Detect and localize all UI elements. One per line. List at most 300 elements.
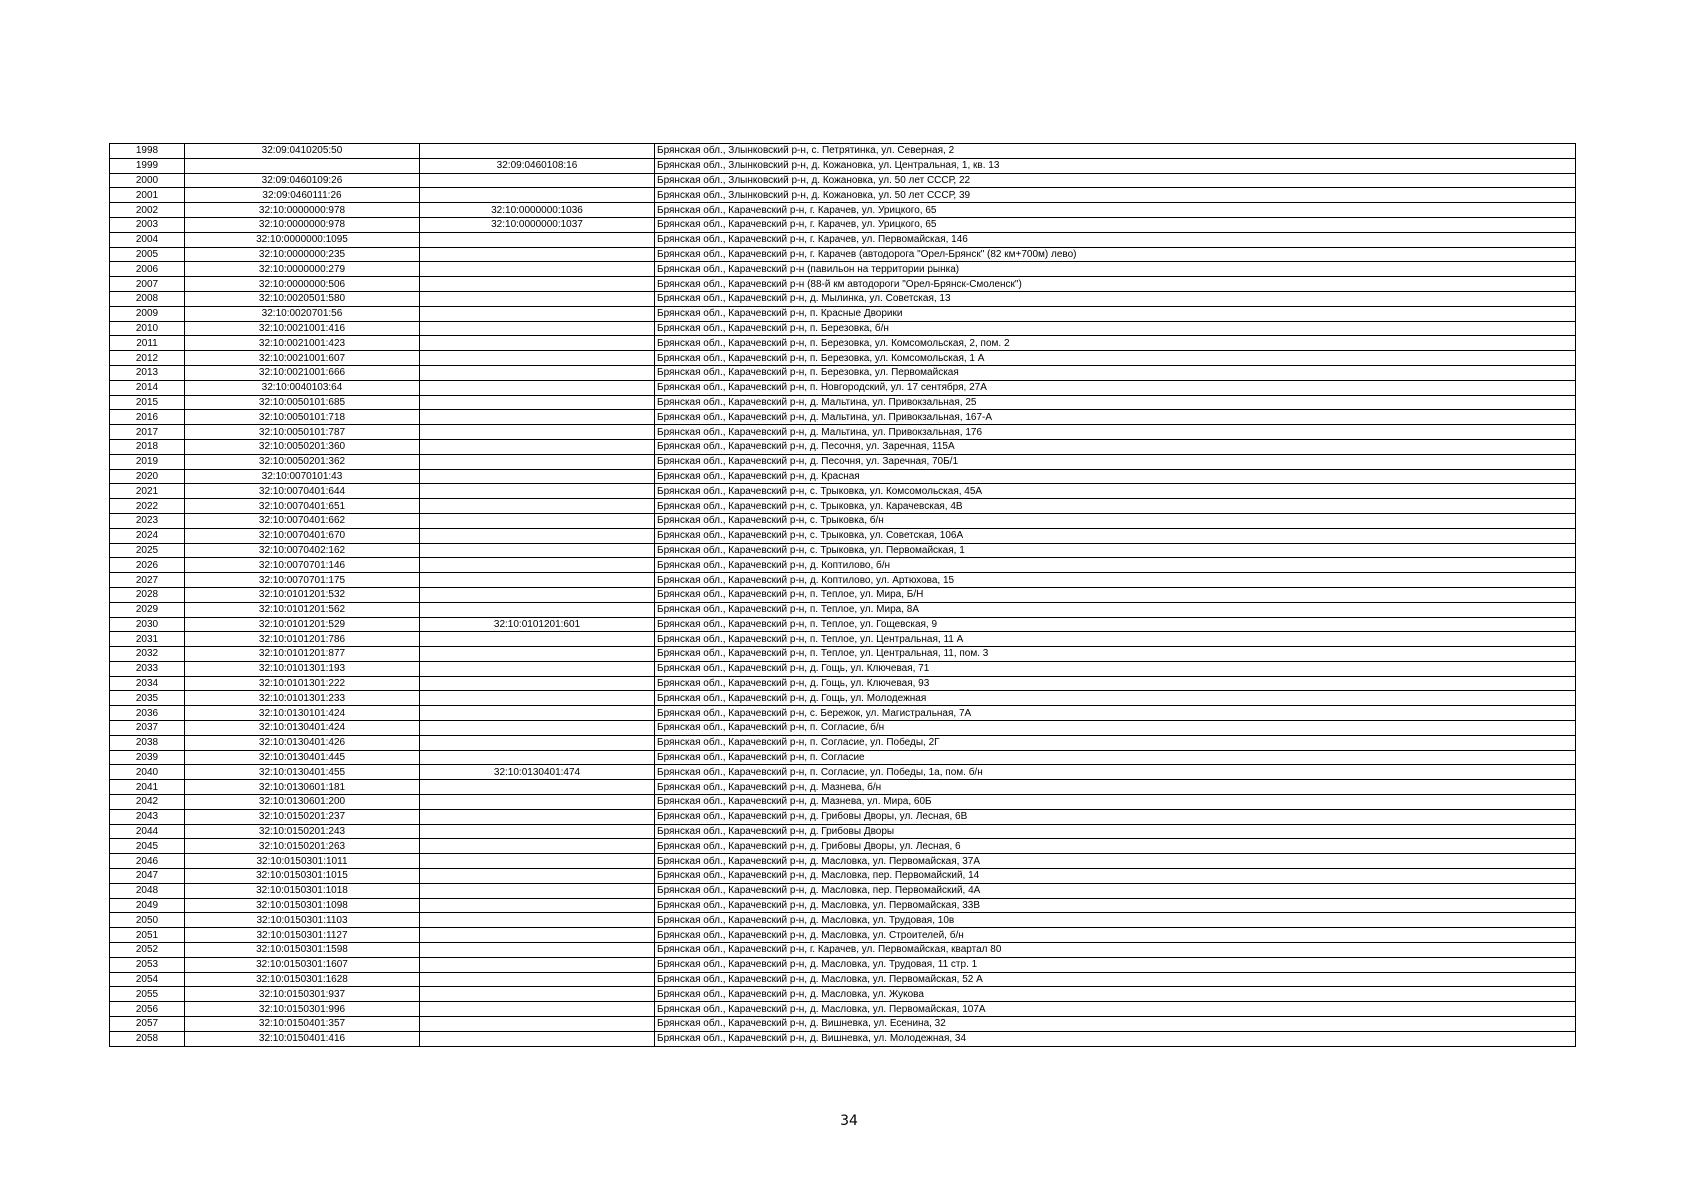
row-number-cell: 2041 xyxy=(110,780,185,795)
address-cell: Брянская обл., Карачевский р-н, д. Масловка, ул. Первомайская, 37А xyxy=(655,854,1576,869)
related-cadastral-number-cell: 32:09:0460108:16 xyxy=(420,158,655,173)
cadastral-number-cell: 32:10:0150301:1011 xyxy=(185,854,420,869)
address-cell: Брянская обл., Карачевский р-н, д. Масловка, пер. Первомайский, 14 xyxy=(655,869,1576,884)
cadastral-number-cell: 32:09:0460109:26 xyxy=(185,173,420,188)
related-cadastral-number-cell xyxy=(420,144,655,159)
cadastral-number-cell: 32:10:0150301:996 xyxy=(185,1002,420,1017)
row-number-cell: 2055 xyxy=(110,987,185,1002)
table-row xyxy=(110,321,1576,336)
address-cell: Брянская обл., Карачевский р-н, с. Трыковка, ул. Первомайская, 1 xyxy=(655,543,1576,558)
table-row xyxy=(110,972,1576,987)
cadastral-number-cell: 32:10:0150401:357 xyxy=(185,1017,420,1032)
row-number-cell: 2050 xyxy=(110,913,185,928)
table-row xyxy=(110,1031,1576,1046)
related-cadastral-number-cell xyxy=(420,839,655,854)
cadastral-number-cell: 32:10:0150301:1018 xyxy=(185,883,420,898)
address-cell: Брянская обл., Карачевский р-н, д. Мазнева, ул. Мира, 60Б xyxy=(655,795,1576,810)
address-cell: Брянская обл., Карачевский р-н, д. Масловка, ул. Первомайская, 33В xyxy=(655,898,1576,913)
table-row xyxy=(110,262,1576,277)
related-cadastral-number-cell xyxy=(420,676,655,691)
cadastral-number-cell: 32:10:0150301:1628 xyxy=(185,972,420,987)
row-number-cell: 2008 xyxy=(110,291,185,306)
related-cadastral-number-cell xyxy=(420,484,655,499)
cadastral-number-cell: 32:10:0070401:670 xyxy=(185,528,420,543)
related-cadastral-number-cell xyxy=(420,721,655,736)
related-cadastral-number-cell xyxy=(420,321,655,336)
cadastral-number-cell: 32:10:0050101:718 xyxy=(185,410,420,425)
row-number-cell: 2012 xyxy=(110,351,185,366)
address-cell: Брянская обл., Карачевский р-н, д. Грибовы Дворы xyxy=(655,824,1576,839)
cadastral-number-cell: 32:10:0000000:978 xyxy=(185,217,420,232)
cadastral-number-cell: 32:10:0150301:1607 xyxy=(185,957,420,972)
related-cadastral-number-cell xyxy=(420,632,655,647)
address-cell: Брянская обл., Карачевский р-н, п. Березовка, ул. Комсомольская, 2, пом. 2 xyxy=(655,336,1576,351)
table-row xyxy=(110,587,1576,602)
row-number-cell: 2017 xyxy=(110,425,185,440)
related-cadastral-number-cell xyxy=(420,528,655,543)
related-cadastral-number-cell xyxy=(420,898,655,913)
address-cell: Брянская обл., Карачевский р-н, д. Грибовы Дворы, ул. Лесная, 6 xyxy=(655,839,1576,854)
table-row xyxy=(110,735,1576,750)
row-number-cell: 2004 xyxy=(110,232,185,247)
related-cadastral-number-cell xyxy=(420,469,655,484)
table-row xyxy=(110,1017,1576,1032)
cadastral-number-cell: 32:10:0000000:978 xyxy=(185,203,420,218)
address-cell: Брянская обл., Карачевский р-н, д. Гощь, ул. Ключевая, 93 xyxy=(655,676,1576,691)
row-number-cell: 2018 xyxy=(110,439,185,454)
table-row xyxy=(110,1002,1576,1017)
address-cell: Брянская обл., Карачевский р-н, г. Карачев, ул. Первомайская, квартал 80 xyxy=(655,943,1576,958)
row-number-cell: 2031 xyxy=(110,632,185,647)
address-cell: Брянская обл., Карачевский р-н, д. Красная xyxy=(655,469,1576,484)
row-number-cell: 2022 xyxy=(110,499,185,514)
row-number-cell: 2046 xyxy=(110,854,185,869)
cadastral-number-cell: 32:10:0050201:360 xyxy=(185,439,420,454)
table-row xyxy=(110,454,1576,469)
related-cadastral-number-cell xyxy=(420,277,655,292)
related-cadastral-number-cell xyxy=(420,499,655,514)
row-number-cell: 1998 xyxy=(110,144,185,159)
cadastral-number-cell: 32:10:0101201:562 xyxy=(185,602,420,617)
related-cadastral-number-cell xyxy=(420,410,655,425)
related-cadastral-number-cell xyxy=(420,454,655,469)
cadastral-number-cell: 32:10:0130101:424 xyxy=(185,706,420,721)
cadastral-number-cell: 32:10:0070101:43 xyxy=(185,469,420,484)
row-number-cell: 2002 xyxy=(110,203,185,218)
row-number-cell: 2029 xyxy=(110,602,185,617)
row-number-cell: 2047 xyxy=(110,869,185,884)
table-row xyxy=(110,425,1576,440)
table-row xyxy=(110,380,1576,395)
related-cadastral-number-cell xyxy=(420,735,655,750)
row-number-cell: 2038 xyxy=(110,735,185,750)
row-number-cell: 2039 xyxy=(110,750,185,765)
table-row xyxy=(110,824,1576,839)
table-row xyxy=(110,987,1576,1002)
cadastral-number-cell: 32:10:0021001:666 xyxy=(185,365,420,380)
related-cadastral-number-cell xyxy=(420,957,655,972)
address-cell: Брянская обл., Карачевский р-н, д. Мальтина, ул. Привокзальная, 176 xyxy=(655,425,1576,440)
related-cadastral-number-cell xyxy=(420,395,655,410)
related-cadastral-number-cell xyxy=(420,928,655,943)
cadastral-number-cell: 32:10:0050101:787 xyxy=(185,425,420,440)
address-cell: Брянская обл., Карачевский р-н, д. Мальтина, ул. Привокзальная, 167-А xyxy=(655,410,1576,425)
related-cadastral-number-cell xyxy=(420,1002,655,1017)
related-cadastral-number-cell xyxy=(420,795,655,810)
table-row xyxy=(110,957,1576,972)
row-number-cell: 2044 xyxy=(110,824,185,839)
related-cadastral-number-cell xyxy=(420,365,655,380)
cadastral-number-cell: 32:10:0000000:235 xyxy=(185,247,420,262)
address-cell: Брянская обл., Карачевский р-н, с. Трыковка, ул. Комсомольская, 45А xyxy=(655,484,1576,499)
address-cell: Брянская обл., Карачевский р-н, г. Карачев, ул. Первомайская, 146 xyxy=(655,232,1576,247)
row-number-cell: 2014 xyxy=(110,380,185,395)
related-cadastral-number-cell xyxy=(420,558,655,573)
address-cell: Брянская обл., Карачевский р-н, п. Теплое, ул. Центральная, 11, пом. 3 xyxy=(655,647,1576,662)
row-number-cell: 2003 xyxy=(110,217,185,232)
row-number-cell: 2006 xyxy=(110,262,185,277)
row-number-cell: 2030 xyxy=(110,617,185,632)
related-cadastral-number-cell xyxy=(420,173,655,188)
cadastral-number-cell: 32:10:0050201:362 xyxy=(185,454,420,469)
table-row xyxy=(110,395,1576,410)
related-cadastral-number-cell xyxy=(420,262,655,277)
related-cadastral-number-cell xyxy=(420,987,655,1002)
table-row xyxy=(110,647,1576,662)
address-cell: Брянская обл., Карачевский р-н, д. Масловка, ул. Строителей, б/н xyxy=(655,928,1576,943)
table-row xyxy=(110,676,1576,691)
table-row xyxy=(110,706,1576,721)
address-cell: Брянская обл., Карачевский р-н, п. Теплое, ул. Центральная, 11 А xyxy=(655,632,1576,647)
related-cadastral-number-cell xyxy=(420,336,655,351)
address-cell: Брянская обл., Карачевский р-н, п. Согласие, б/н xyxy=(655,721,1576,736)
related-cadastral-number-cell xyxy=(420,706,655,721)
related-cadastral-number-cell xyxy=(420,647,655,662)
address-cell: Брянская обл., Карачевский р-н, п. Теплое, ул. Мира, Б/Н xyxy=(655,587,1576,602)
table-row xyxy=(110,558,1576,573)
address-cell: Брянская обл., Карачевский р-н, д. Масловка, ул. Жукова xyxy=(655,987,1576,1002)
cadastral-number-cell: 32:10:0101201:529 xyxy=(185,617,420,632)
table-row xyxy=(110,883,1576,898)
address-cell: Брянская обл., Карачевский р-н (88-й км автодороги "Орел-Брянск-Смоленск") xyxy=(655,277,1576,292)
table-row xyxy=(110,573,1576,588)
table-row xyxy=(110,203,1576,218)
cadastral-number-cell: 32:09:0410205:50 xyxy=(185,144,420,159)
cadastral-number-cell: 32:10:0070401:651 xyxy=(185,499,420,514)
row-number-cell: 2040 xyxy=(110,765,185,780)
table-row xyxy=(110,928,1576,943)
table-row xyxy=(110,795,1576,810)
table-row xyxy=(110,750,1576,765)
table-row xyxy=(110,291,1576,306)
row-number-cell: 2027 xyxy=(110,573,185,588)
cadastral-number-cell: 32:10:0101201:786 xyxy=(185,632,420,647)
related-cadastral-number-cell xyxy=(420,972,655,987)
cadastral-number-cell: 32:10:0130401:445 xyxy=(185,750,420,765)
cadastral-number-cell: 32:10:0150301:1015 xyxy=(185,869,420,884)
cadastral-number-cell: 32:10:0130601:200 xyxy=(185,795,420,810)
row-number-cell: 2043 xyxy=(110,809,185,824)
address-cell: Брянская обл., Карачевский р-н, п. Березовка, ул. Первомайская xyxy=(655,365,1576,380)
registry-table-body xyxy=(110,144,1576,1047)
page-number: 34 xyxy=(840,1113,858,1129)
registry-table xyxy=(109,143,1576,1047)
related-cadastral-number-cell xyxy=(420,380,655,395)
address-cell: Брянская обл., Карачевский р-н, д. Мазнева, б/н xyxy=(655,780,1576,795)
table-row xyxy=(110,809,1576,824)
row-number-cell: 2005 xyxy=(110,247,185,262)
table-row xyxy=(110,469,1576,484)
cadastral-number-cell: 32:10:0150201:263 xyxy=(185,839,420,854)
related-cadastral-number-cell xyxy=(420,750,655,765)
row-number-cell: 2052 xyxy=(110,943,185,958)
table-row xyxy=(110,499,1576,514)
cadastral-number-cell: 32:10:0150301:1127 xyxy=(185,928,420,943)
cadastral-number-cell: 32:10:0101301:222 xyxy=(185,676,420,691)
address-cell: Брянская обл., Карачевский р-н, д. Песочня, ул. Заречная, 70Б/1 xyxy=(655,454,1576,469)
address-cell: Брянская обл., Карачевский р-н, д. Масловка, ул. Трудовая, 11 стр. 1 xyxy=(655,957,1576,972)
address-cell: Брянская обл., Карачевский р-н, д. Грибовы Дворы, ул. Лесная, 6В xyxy=(655,809,1576,824)
cadastral-number-cell: 32:10:0021001:607 xyxy=(185,351,420,366)
cadastral-number-cell: 32:10:0150301:937 xyxy=(185,987,420,1002)
table-row xyxy=(110,173,1576,188)
address-cell: Брянская обл., Карачевский р-н (павильон на территории рынка) xyxy=(655,262,1576,277)
row-number-cell: 2058 xyxy=(110,1031,185,1046)
address-cell: Брянская обл., Злынковский р-н, с. Петрятинка, ул. Северная, 2 xyxy=(655,144,1576,159)
row-number-cell: 2011 xyxy=(110,336,185,351)
table-row xyxy=(110,869,1576,884)
cadastral-number-cell: 32:10:0070401:662 xyxy=(185,513,420,528)
table-row xyxy=(110,913,1576,928)
cadastral-number-cell: 32:10:0101301:233 xyxy=(185,691,420,706)
row-number-cell: 2001 xyxy=(110,188,185,203)
table-row xyxy=(110,232,1576,247)
related-cadastral-number-cell xyxy=(420,232,655,247)
table-row xyxy=(110,617,1576,632)
address-cell: Брянская обл., Карачевский р-н, д. Вишневка, ул. Есенина, 32 xyxy=(655,1017,1576,1032)
table-row xyxy=(110,247,1576,262)
address-cell: Брянская обл., Карачевский р-н, с. Бережок, ул. Магистральная, 7А xyxy=(655,706,1576,721)
address-cell: Брянская обл., Карачевский р-н, д. Гощь, ул. Молодежная xyxy=(655,691,1576,706)
related-cadastral-number-cell xyxy=(420,513,655,528)
address-cell: Брянская обл., Карачевский р-н, п. Согласие, ул. Победы, 2Г xyxy=(655,735,1576,750)
row-number-cell: 2023 xyxy=(110,513,185,528)
address-cell: Брянская обл., Злынковский р-н, д. Кожановка, ул. Центральная, 1, кв. 13 xyxy=(655,158,1576,173)
address-cell: Брянская обл., Карачевский р-н, д. Песочня, ул. Заречная, 115А xyxy=(655,439,1576,454)
related-cadastral-number-cell xyxy=(420,291,655,306)
cadastral-number-cell: 32:10:0150301:1098 xyxy=(185,898,420,913)
cadastral-number-cell: 32:10:0000000:1095 xyxy=(185,232,420,247)
address-cell: Брянская обл., Карачевский р-н, п. Березовка, б/н xyxy=(655,321,1576,336)
cadastral-number-cell: 32:10:0020701:56 xyxy=(185,306,420,321)
address-cell: Брянская обл., Карачевский р-н, г. Карачев, ул. Урицкого, 65 xyxy=(655,203,1576,218)
row-number-cell: 2009 xyxy=(110,306,185,321)
table-row xyxy=(110,602,1576,617)
related-cadastral-number-cell xyxy=(420,425,655,440)
row-number-cell: 2021 xyxy=(110,484,185,499)
table-row xyxy=(110,439,1576,454)
table-row xyxy=(110,188,1576,203)
row-number-cell: 2034 xyxy=(110,676,185,691)
row-number-cell: 2033 xyxy=(110,661,185,676)
table-row xyxy=(110,351,1576,366)
address-cell: Брянская обл., Карачевский р-н, г. Карачев, ул. Урицкого, 65 xyxy=(655,217,1576,232)
cadastral-number-cell: 32:10:0130401:426 xyxy=(185,735,420,750)
cadastral-number-cell: 32:09:0460111:26 xyxy=(185,188,420,203)
related-cadastral-number-cell: 32:10:0000000:1037 xyxy=(420,217,655,232)
address-cell: Брянская обл., Карачевский р-н, д. Коптилово, б/н xyxy=(655,558,1576,573)
row-number-cell: 1999 xyxy=(110,158,185,173)
cadastral-number-cell: 32:10:0150301:1103 xyxy=(185,913,420,928)
related-cadastral-number-cell xyxy=(420,661,655,676)
row-number-cell: 2035 xyxy=(110,691,185,706)
row-number-cell: 2020 xyxy=(110,469,185,484)
table-row xyxy=(110,721,1576,736)
row-number-cell: 2000 xyxy=(110,173,185,188)
table-row xyxy=(110,365,1576,380)
related-cadastral-number-cell xyxy=(420,439,655,454)
related-cadastral-number-cell: 32:10:0101201:601 xyxy=(420,617,655,632)
related-cadastral-number-cell xyxy=(420,543,655,558)
related-cadastral-number-cell xyxy=(420,573,655,588)
row-number-cell: 2045 xyxy=(110,839,185,854)
cadastral-number-cell: 32:10:0000000:506 xyxy=(185,277,420,292)
table-row xyxy=(110,277,1576,292)
address-cell: Брянская обл., Карачевский р-н, д. Мальтина, ул. Привокзальная, 25 xyxy=(655,395,1576,410)
row-number-cell: 2026 xyxy=(110,558,185,573)
address-cell: Брянская обл., Карачевский р-н, д. Коптилово, ул. Артюхова, 15 xyxy=(655,573,1576,588)
address-cell: Брянская обл., Карачевский р-н, п. Березовка, ул. Комсомольская, 1 А xyxy=(655,351,1576,366)
cadastral-number-cell: 32:10:0070402:162 xyxy=(185,543,420,558)
cadastral-number-cell: 32:10:0070701:175 xyxy=(185,573,420,588)
address-cell: Брянская обл., Карачевский р-н, д. Масловка, ул. Первомайская, 52 А xyxy=(655,972,1576,987)
related-cadastral-number-cell xyxy=(420,824,655,839)
address-cell: Брянская обл., Карачевский р-н, с. Трыковка, ул. Советская, 106А xyxy=(655,528,1576,543)
table-row xyxy=(110,144,1576,159)
related-cadastral-number-cell xyxy=(420,869,655,884)
row-number-cell: 2036 xyxy=(110,706,185,721)
address-cell: Брянская обл., Карачевский р-н, п. Красные Дворики xyxy=(655,306,1576,321)
related-cadastral-number-cell xyxy=(420,780,655,795)
row-number-cell: 2051 xyxy=(110,928,185,943)
related-cadastral-number-cell xyxy=(420,913,655,928)
row-number-cell: 2053 xyxy=(110,957,185,972)
cadastral-number-cell: 32:10:0130401:455 xyxy=(185,765,420,780)
related-cadastral-number-cell: 32:10:0130401:474 xyxy=(420,765,655,780)
related-cadastral-number-cell xyxy=(420,247,655,262)
address-cell: Брянская обл., Карачевский р-н, с. Трыковка, б/н xyxy=(655,513,1576,528)
table-row xyxy=(110,780,1576,795)
cadastral-number-cell: 32:10:0150201:243 xyxy=(185,824,420,839)
related-cadastral-number-cell xyxy=(420,306,655,321)
row-number-cell: 2028 xyxy=(110,587,185,602)
table-row xyxy=(110,336,1576,351)
row-number-cell: 2019 xyxy=(110,454,185,469)
table-row xyxy=(110,943,1576,958)
cadastral-number-cell xyxy=(185,158,420,173)
related-cadastral-number-cell xyxy=(420,1017,655,1032)
cadastral-number-cell: 32:10:0021001:423 xyxy=(185,336,420,351)
address-cell: Брянская обл., Злынковский р-н, д. Кожановка, ул. 50 лет СССР, 22 xyxy=(655,173,1576,188)
table-row xyxy=(110,765,1576,780)
row-number-cell: 2032 xyxy=(110,647,185,662)
table-row xyxy=(110,661,1576,676)
related-cadastral-number-cell xyxy=(420,587,655,602)
cadastral-number-cell: 32:10:0000000:279 xyxy=(185,262,420,277)
row-number-cell: 2054 xyxy=(110,972,185,987)
address-cell: Брянская обл., Карачевский р-н, п. Новгородский, ул. 17 сентября, 27А xyxy=(655,380,1576,395)
cadastral-number-cell: 32:10:0130401:424 xyxy=(185,721,420,736)
row-number-cell: 2007 xyxy=(110,277,185,292)
related-cadastral-number-cell xyxy=(420,351,655,366)
related-cadastral-number-cell xyxy=(420,602,655,617)
cadastral-number-cell: 32:10:0070701:146 xyxy=(185,558,420,573)
address-cell: Брянская обл., Карачевский р-н, д. Гощь, ул. Ключевая, 71 xyxy=(655,661,1576,676)
row-number-cell: 2025 xyxy=(110,543,185,558)
table-row xyxy=(110,217,1576,232)
address-cell: Брянская обл., Карачевский р-н, п. Теплое, ул. Гощевская, 9 xyxy=(655,617,1576,632)
row-number-cell: 2056 xyxy=(110,1002,185,1017)
cadastral-number-cell: 32:10:0150301:1598 xyxy=(185,943,420,958)
table-row xyxy=(110,854,1576,869)
address-cell: Брянская обл., Карачевский р-н, д. Масловка, ул. Трудовая, 10в xyxy=(655,913,1576,928)
cadastral-number-cell: 32:10:0101201:877 xyxy=(185,647,420,662)
address-cell: Брянская обл., Злынковский р-н, д. Кожановка, ул. 50 лет СССР, 39 xyxy=(655,188,1576,203)
cadastral-number-cell: 32:10:0101201:532 xyxy=(185,587,420,602)
address-cell: Брянская обл., Карачевский р-н, д. Мылинка, ул. Советская, 13 xyxy=(655,291,1576,306)
address-cell: Брянская обл., Карачевский р-н, п. Теплое, ул. Мира, 8А xyxy=(655,602,1576,617)
related-cadastral-number-cell xyxy=(420,854,655,869)
address-cell: Брянская обл., Карачевский р-н, д. Масловка, ул. Первомайская, 107А xyxy=(655,1002,1576,1017)
row-number-cell: 2010 xyxy=(110,321,185,336)
row-number-cell: 2042 xyxy=(110,795,185,810)
row-number-cell: 2057 xyxy=(110,1017,185,1032)
table-row xyxy=(110,839,1576,854)
table-row xyxy=(110,484,1576,499)
address-cell: Брянская обл., Карачевский р-н, с. Трыковка, ул. Карачевская, 4В xyxy=(655,499,1576,514)
row-number-cell: 2048 xyxy=(110,883,185,898)
cadastral-number-cell: 32:10:0130601:181 xyxy=(185,780,420,795)
row-number-cell: 2024 xyxy=(110,528,185,543)
table-row xyxy=(110,306,1576,321)
address-cell: Брянская обл., Карачевский р-н, п. Согласие xyxy=(655,750,1576,765)
table-row xyxy=(110,691,1576,706)
table-row xyxy=(110,528,1576,543)
cadastral-number-cell: 32:10:0020501:580 xyxy=(185,291,420,306)
row-number-cell: 2013 xyxy=(110,365,185,380)
table-row xyxy=(110,632,1576,647)
address-cell: Брянская обл., Карачевский р-н, г. Карачев (автодорога "Орел-Брянск" (82 км+700м) лево) xyxy=(655,247,1576,262)
cadastral-number-cell: 32:10:0101301:193 xyxy=(185,661,420,676)
cadastral-number-cell: 32:10:0150201:237 xyxy=(185,809,420,824)
table-row xyxy=(110,513,1576,528)
related-cadastral-number-cell xyxy=(420,1031,655,1046)
address-cell: Брянская обл., Карачевский р-н, д. Вишневка, ул. Молодежная, 34 xyxy=(655,1031,1576,1046)
related-cadastral-number-cell xyxy=(420,188,655,203)
related-cadastral-number-cell xyxy=(420,809,655,824)
related-cadastral-number-cell xyxy=(420,883,655,898)
address-cell: Брянская обл., Карачевский р-н, п. Согласие, ул. Победы, 1а, пом. б/н xyxy=(655,765,1576,780)
related-cadastral-number-cell xyxy=(420,691,655,706)
row-number-cell: 2015 xyxy=(110,395,185,410)
cadastral-number-cell: 32:10:0040103:64 xyxy=(185,380,420,395)
address-cell: Брянская обл., Карачевский р-н, д. Масловка, пер. Первомайский, 4А xyxy=(655,883,1576,898)
cadastral-number-cell: 32:10:0150401:416 xyxy=(185,1031,420,1046)
row-number-cell: 2037 xyxy=(110,721,185,736)
table-row xyxy=(110,543,1576,558)
row-number-cell: 2016 xyxy=(110,410,185,425)
row-number-cell: 2049 xyxy=(110,898,185,913)
